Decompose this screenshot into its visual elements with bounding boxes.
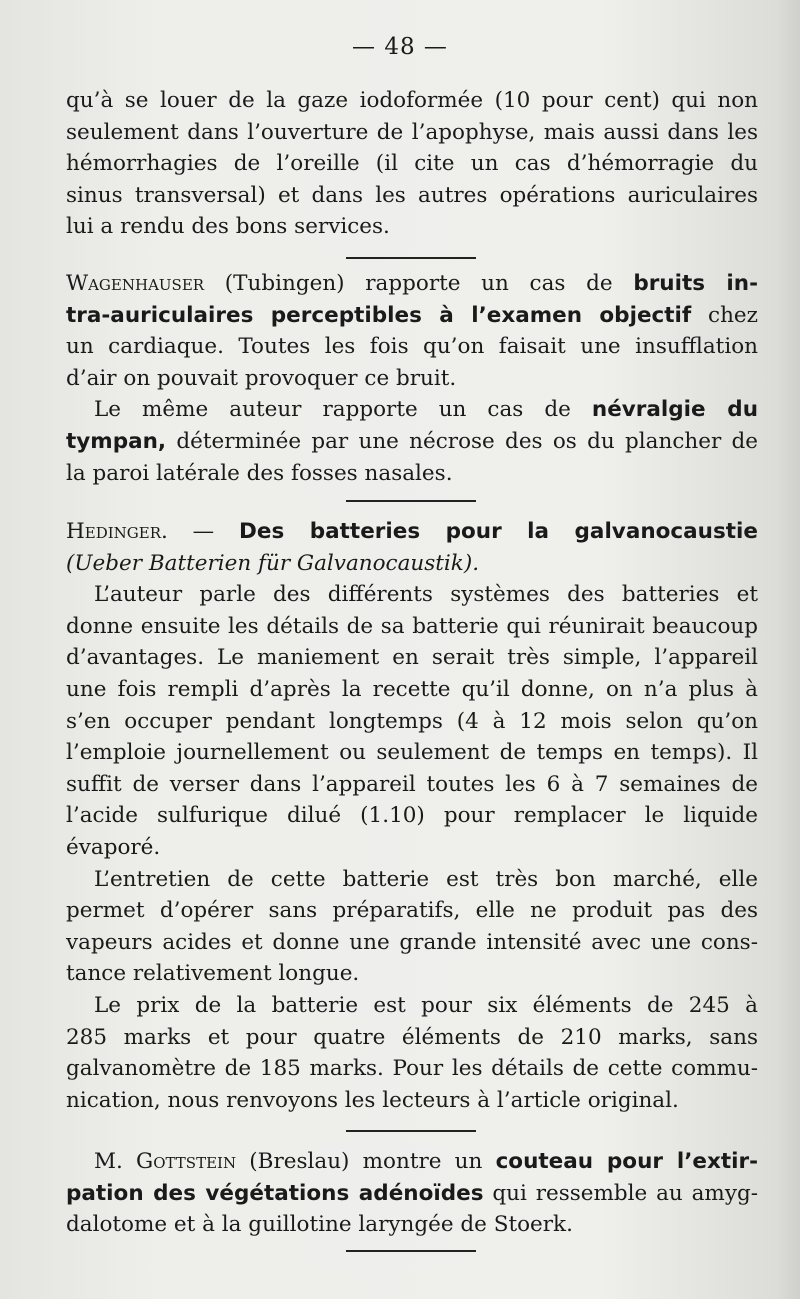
text-line: galvanomètre de 185 marks. Pour les détails de cette commu- (66, 1056, 758, 1082)
author-name: Gottstein (136, 1149, 237, 1174)
page-number: — 48 — (352, 34, 448, 60)
text-line: donne ensuite les détails de sa batterie qui réunirait beaucoup (66, 613, 758, 639)
text-line: L’auteur parle des différents systèmes des batteries et (94, 582, 758, 608)
text-line: suffit de verser dans l’appareil toutes les 6 à 7 semaines de (66, 771, 758, 797)
wagenhauser-section (66, 268, 758, 489)
bold-term: couteau pour l’extir- (495, 1149, 758, 1174)
text-line: une fois rempli d’après la recette qu’il donne, on n’a plus à (66, 676, 758, 702)
text-line: évaporé. (66, 834, 161, 860)
text-line: s’en occuper pendant longtemps (4 à 12 mois selon qu’on (66, 708, 758, 734)
author-name: Hedinger. (66, 519, 168, 544)
paragraph-continuation (66, 85, 758, 243)
separator-rule (66, 257, 758, 259)
section-title: Des batteries pour la galvanocaustie (239, 519, 758, 544)
bold-term: bruits in- (633, 271, 758, 296)
bold-term: tra-auriculaires perceptibles à l’examen objectif (66, 302, 692, 328)
text-line: pation des végétations adénoïdes qui ressemble au amyg- (66, 1180, 758, 1206)
text-line: 285 marks et pour quatre éléments de 210 marks, sans (66, 1024, 758, 1050)
text-line: tance relativement longue. (66, 961, 360, 987)
text-line: Le prix de la batterie est pour six éléments de 245 à (94, 992, 758, 1018)
text-line: Le même auteur rapporte un cas de névralgie du (94, 397, 758, 423)
bold-term: névralgie du (591, 397, 758, 423)
bold-term: pation des végétations adénoïdes (66, 1180, 484, 1206)
bold-term: tympan, (66, 428, 167, 454)
text-line: vapeurs acides et donne une grande intensité avec une cons- (66, 929, 758, 955)
text-line: hémorrhagies de l’oreille (il cite un cas d’hémorragie du (66, 151, 758, 177)
text-line: l’emploie journellement ou seulement de temps en temps). Il (66, 740, 758, 766)
text-line: Wagenhauser (Tubingen) rapporte un cas de bruits in- (66, 271, 758, 296)
separator-rule (66, 1130, 758, 1132)
text-line: tympan, déterminée par une nécrose des os du plancher de (66, 428, 758, 454)
separator-rule (66, 1250, 758, 1252)
text-line: L’entretien de cette batterie est très bon marché, elle (94, 866, 758, 892)
author-name: Wagenhauser (66, 271, 205, 296)
text-line: M. Gottstein (Breslau) montre un couteau pour l’extir- (94, 1149, 758, 1174)
gottstein-section (66, 1146, 758, 1241)
text-line: sinus transversal) et dans les autres opérations auriculaires (66, 182, 758, 208)
text-line: dalotome et à la guillotine laryngée de Stoerk. (66, 1212, 573, 1238)
text-line: seulement dans l’ouverture de l’apophyse, mais aussi dans les (66, 119, 758, 145)
text-line: lui a rendu des bons services. (66, 214, 390, 240)
text-line: qu’à se louer de la gaze iodoformée (10 pour cent) qui non (66, 88, 758, 113)
separator-rule (66, 500, 758, 502)
text-line: tra-auriculaires perceptibles à l’examen objectif chez (66, 302, 758, 328)
text-line: la paroi latérale des fosses nasales. (66, 460, 453, 486)
german-title: (Ueber Batterien für Galvanocaustik). (66, 550, 480, 576)
text-line: l’acide sulfurique dilué (1.10) pour remplacer le liquide (66, 803, 758, 829)
hedinger-section (66, 516, 758, 1116)
text-line: permet d’opérer sans préparatifs, elle ne produit pas des (66, 898, 758, 924)
text-line (66, 548, 758, 580)
text-line: un cardiaque. Toutes les fois qu’on faisait une insufflation (66, 334, 758, 360)
text-line: d’avantages. Le maniement en serait très simple, l’appareil (66, 645, 758, 671)
text-line: Hedinger. — Des batteries pour la galvanocaustie (66, 519, 758, 544)
text-line: d’air on pouvait provoquer ce bruit. (66, 365, 457, 391)
text-line: nication, nous renvoyons les lecteurs à l’article original. (66, 1087, 679, 1113)
